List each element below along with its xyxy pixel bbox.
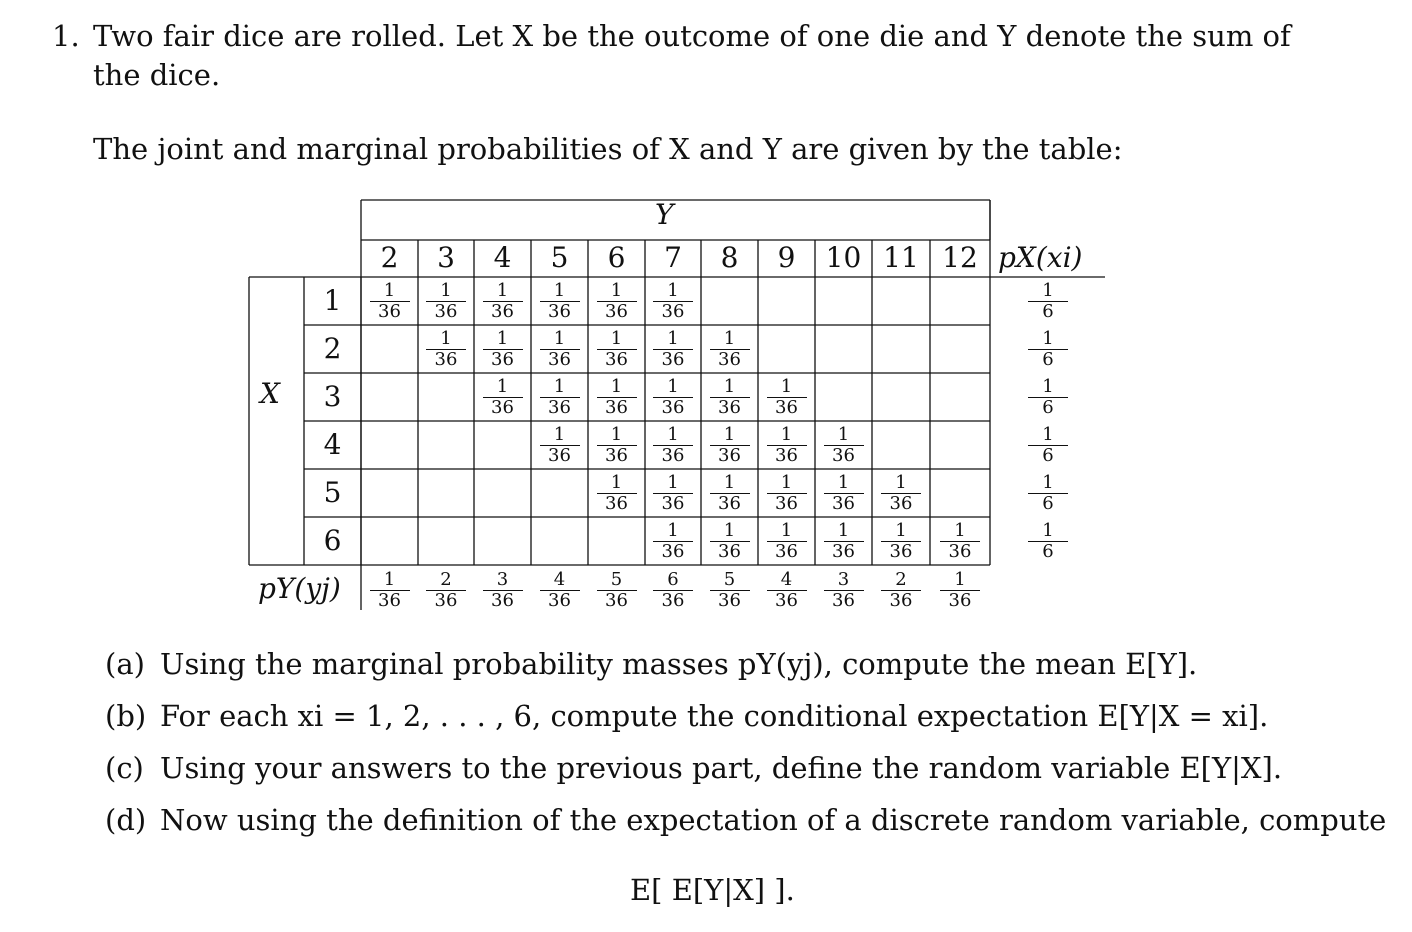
joint-prob-cell: $\frac{1}{36}$: [426, 281, 466, 321]
py-marginal: $\frac{1}{36}$: [370, 570, 410, 610]
col-header-5: 5: [550, 241, 569, 274]
joint-prob-cell: $\frac{1}{36}$: [653, 521, 693, 561]
part-d-label: (d): [105, 803, 147, 837]
joint-prob-cell: $\frac{1}{36}$: [597, 425, 637, 465]
table-col-variable: Y: [655, 198, 674, 231]
row-header-5: 5: [323, 476, 342, 509]
problem-intro-line2: the dice.: [93, 58, 221, 92]
joint-prob-cell: $\frac{1}{36}$: [540, 377, 580, 417]
joint-prob-cell: $\frac{1}{36}$: [710, 521, 750, 561]
joint-prob-cell: $\frac{1}{36}$: [597, 473, 637, 513]
joint-prob-cell: $\frac{1}{36}$: [824, 521, 864, 561]
joint-prob-cell: $\frac{1}{36}$: [710, 377, 750, 417]
part-d-text: Now using the definition of the expectation of a discrete random variable, compute: [160, 803, 1387, 837]
col-header-11: 11: [883, 241, 919, 274]
joint-prob-cell: $\frac{1}{36}$: [767, 521, 807, 561]
row-header-2: 2: [323, 332, 342, 365]
col-header-7: 7: [664, 241, 682, 274]
problem-intro-line1: Two fair dice are rolled. Let X be the outcome of one die and Y denote the sum of: [93, 19, 1291, 53]
part-a-text: Using the marginal probability masses pY(yj), compute the mean E[Y].: [160, 647, 1198, 681]
col-header-4: 4: [493, 241, 512, 274]
col-header-6: 6: [607, 241, 626, 274]
joint-prob-cell: $\frac{1}{36}$: [881, 473, 921, 513]
py-marginal: $\frac{3}{36}$: [483, 570, 523, 610]
table-intro: The joint and marginal probabilities of X and Y are given by the table:: [93, 132, 1123, 166]
joint-prob-cell: $\frac{1}{36}$: [540, 281, 580, 321]
joint-prob-cell: $\frac{1}{36}$: [597, 329, 637, 369]
part-b-label: (b): [105, 699, 147, 733]
joint-prob-cell: $\frac{1}{36}$: [483, 281, 523, 321]
joint-prob-cell: $\frac{1}{36}$: [370, 281, 410, 321]
row-header-4: 4: [323, 428, 342, 461]
joint-prob-cell: $\frac{1}{36}$: [597, 281, 637, 321]
py-marginal: $\frac{3}{36}$: [824, 570, 864, 610]
joint-prob-cell: $\frac{1}{36}$: [483, 329, 523, 369]
py-marginal: $\frac{5}{36}$: [597, 570, 637, 610]
row-header-3: 3: [323, 380, 342, 413]
joint-prob-cell: $\frac{1}{36}$: [767, 377, 807, 417]
py-marginal: $\frac{6}{36}$: [653, 570, 693, 610]
col-header-2: 2: [380, 241, 399, 274]
px-column-header: pX(xi): [998, 241, 1083, 274]
py-marginal: $\frac{2}{36}$: [881, 570, 921, 610]
col-header-10: 10: [825, 241, 862, 274]
joint-prob-cell: $\frac{1}{36}$: [540, 425, 580, 465]
py-marginal: $\frac{4}{36}$: [767, 570, 807, 610]
table-row-variable: X: [260, 377, 280, 410]
joint-prob-cell: $\frac{1}{36}$: [653, 473, 693, 513]
problem-number: 1.: [52, 19, 80, 53]
joint-prob-cell: $\frac{1}{36}$: [653, 329, 693, 369]
joint-prob-cell: $\frac{1}{36}$: [597, 377, 637, 417]
py-marginal: $\frac{4}{36}$: [540, 570, 580, 610]
col-header-3: 3: [437, 241, 455, 274]
joint-prob-cell: $\frac{1}{36}$: [710, 329, 750, 369]
joint-prob-cell: $\frac{1}{36}$: [824, 425, 864, 465]
col-header-9: 9: [777, 241, 796, 274]
px-marginal: $\frac{1}{6}$: [1028, 473, 1068, 513]
col-header-12: 12: [942, 241, 978, 274]
joint-prob-cell: $\frac{1}{36}$: [881, 521, 921, 561]
px-marginal: $\frac{1}{6}$: [1028, 521, 1068, 561]
joint-prob-cell: $\frac{1}{36}$: [767, 473, 807, 513]
part-c-text: Using your answers to the previous part, define the random variable E[Y|X].: [160, 751, 1283, 785]
py-marginal: $\frac{5}{36}$: [710, 570, 750, 610]
px-marginal: $\frac{1}{6}$: [1028, 281, 1068, 321]
px-marginal: $\frac{1}{6}$: [1028, 425, 1068, 465]
joint-prob-cell: $\frac{1}{36}$: [653, 425, 693, 465]
joint-prob-cell: $\frac{1}{36}$: [653, 281, 693, 321]
py-marginal: $\frac{2}{36}$: [426, 570, 466, 610]
row-header-6: 6: [323, 524, 342, 557]
part-c-label: (c): [105, 751, 144, 785]
px-marginal: $\frac{1}{6}$: [1028, 329, 1068, 369]
part-a-label: (a): [105, 647, 145, 681]
joint-prob-cell: $\frac{1}{36}$: [824, 473, 864, 513]
joint-prob-cell: $\frac{1}{36}$: [767, 425, 807, 465]
py-row-label: pY(yj): [258, 572, 341, 605]
part-b-text: For each xi = 1, 2, . . . , 6, compute the conditional expectation E[Y|X = xi].: [160, 699, 1269, 733]
joint-prob-cell: $\frac{1}{36}$: [940, 521, 980, 561]
joint-prob-cell: $\frac{1}{36}$: [710, 473, 750, 513]
joint-prob-cell: $\frac{1}{36}$: [653, 377, 693, 417]
joint-prob-cell: $\frac{1}{36}$: [540, 329, 580, 369]
joint-prob-cell: $\frac{1}{36}$: [710, 425, 750, 465]
px-marginal: $\frac{1}{6}$: [1028, 377, 1068, 417]
joint-prob-cell: $\frac{1}{36}$: [426, 329, 466, 369]
col-header-8: 8: [720, 241, 739, 274]
joint-prob-cell: $\frac{1}{36}$: [483, 377, 523, 417]
row-header-1: 1: [323, 284, 342, 317]
py-marginal: $\frac{1}{36}$: [940, 570, 980, 610]
final-expression: E[ E[Y|X] ].: [630, 873, 795, 907]
